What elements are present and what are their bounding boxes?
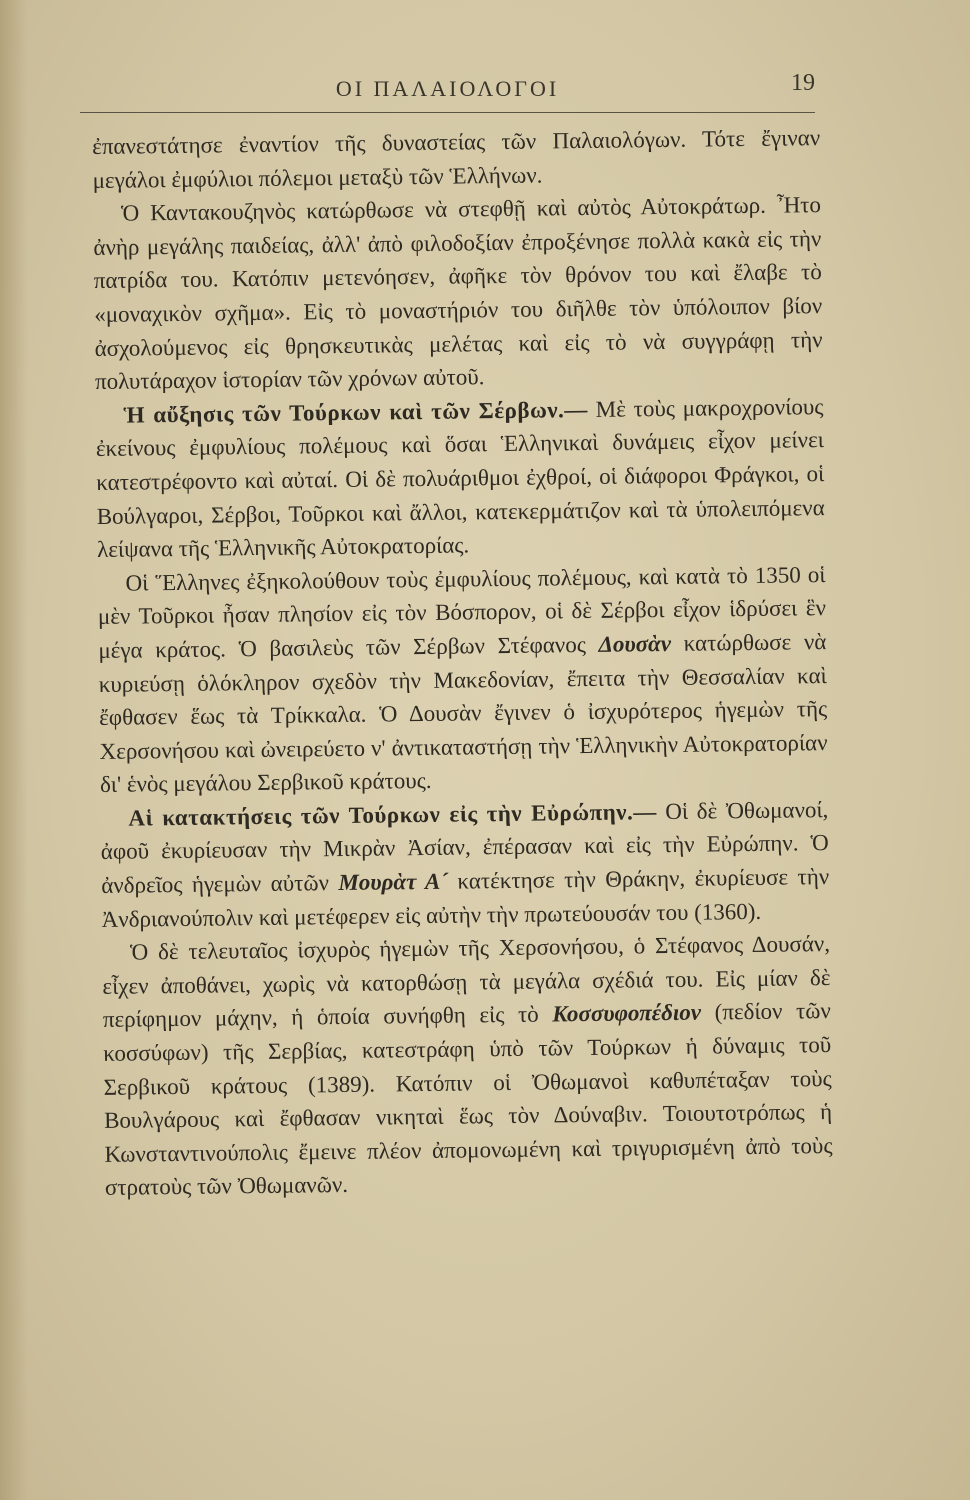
page-number: 19	[791, 70, 815, 96]
paragraph-1	[92, 121, 821, 197]
body-text	[92, 121, 833, 1205]
paragraph-text: Οἱ δὲ Ὀθωμανοί, ἀφοῦ ἐκυρίευσαν τὴν Μικρὰν Ἀσίαν, ἐπέρασαν καὶ εἰς τὴν Εὐρώπην. Ὁ ἀνδρεῖος ἡγεμὼν αὐτῶν	[100, 796, 829, 899]
paragraph-3	[95, 390, 825, 567]
section-heading-conquests: Αἱ κατακτήσεις τῶν Τούρκων εἰς τὴν Εὐρώπην.—	[128, 799, 657, 831]
section-heading-growth: Ἡ αὔξησις τῶν Τούρκων καὶ τῶν Σέρβων.—	[123, 396, 588, 428]
running-header	[80, 70, 815, 110]
running-title: ΟΙ ΠΑΛΑΙΟΛΟΓΟΙ	[335, 76, 560, 101]
paragraph-text: Οἱ Ἕλληνες ἐξηκολούθουν τοὺς ἐμφυλίους πολέμους, καὶ κατὰ τὸ 1350 οἱ μὲν Τοῦρκοι ἦσαν πλησίον εἰς τὸν Βόσπορον, οἱ δὲ Σέρβοι εἶχον ἱδρύσει ἓν μέγα κράτος. Ὁ βασιλεὺς τῶν Σέρβων Στέφανος	[97, 561, 827, 663]
paragraph-text: Ὁ δὲ τελευταῖος ἰσχυρὸς ἡγεμὼν τῆς Χερσονήσου, ὁ Στέφανος Δουσάν, εἶχεν ἀποθάνει, χωρὶς νὰ κατορθώσῃ τὰ μεγάλα σχέδιά του. Εἰς μίαν δὲ περίφημον μάχην, ἡ ὁποία συνήφθη εἰς τὸ	[102, 931, 831, 1033]
paragraph-5	[100, 793, 830, 936]
paragraph-6	[102, 927, 833, 1205]
paragraph-4	[97, 558, 828, 802]
header-rule	[80, 112, 815, 113]
paragraph-text: κατέκτησε τὴν Θράκην, ἐκυρίευσε τὴν Ἀνδριανούπολιν καὶ μετέφερεν εἰς αὐτὴν τὴν πρωτεύουσάν του (1360).	[101, 864, 830, 932]
paragraph-text: ἐπανεστάτησε ἐναντίον τῆς δυναστείας τῶν Παλαιολόγων. Τότε ἔγιναν μεγάλοι ἐμφύλιοι πόλεμοι μεταξὺ τῶν Ἑλλήνων.	[92, 125, 821, 193]
emphasized-name: Δουσὰν	[598, 630, 672, 657]
paragraph-text: κατώρθωσε νὰ κυριεύσῃ ὁλόκληρον σχεδὸν τὴν Μακεδονίαν, ἔπειτα τὴν Θεσσαλίαν καὶ ἔφθασεν ἕως τὰ Τρίκκαλα. Ὁ Δουσὰν ἔγινεν ὁ ἰσχυρότερος ἡγεμὼν τῆς Χερσονήσου καὶ ὠνειρεύετο ν' ἀντικαταστήσῃ τὴν Ἑλληνικὴν Αὐτοκρατορίαν δι' ἑνὸς μεγάλου Σερβικοῦ κράτους.	[98, 628, 828, 798]
paragraph-text: Ὁ Καντακουζηνὸς κατώρθωσε νὰ στεφθῇ καὶ αὐτὸς Αὐτοκράτωρ. Ἦτο ἀνὴρ μεγάλης παιδείας, ἀλλ' ἀπὸ φιλοδοξίαν ἐπροξένησε πολλὰ κακὰ εἰς τὴν πατρίδα του. Κατόπιν μετενόησεν, ἀφῆκε τὸν θρόνον του καὶ ἔλαβε τὸ «μοναχικὸν σχῆμα». Εἰς τὸ μοναστήριόν του διῆλθε τὸν ὑπόλοιπον βίον ἀσχολούμενος εἰς θρησκευτικὰς μελέτας καὶ εἰς τὸ νὰ συγγράφῃ τὴν πολυτάραχον ἱστορίαν τῶν χρόνων αὐτοῦ.	[93, 192, 823, 395]
emphasized-name: Κοσσυφοπέδιον	[552, 1000, 702, 1027]
paragraph-2	[93, 188, 823, 398]
paragraph-text: (πεδίον τῶν κοσσύφων) τῆς Σερβίας, κατεστράφη ὑπὸ τῶν Τούρκων ἡ δύναμις τοῦ Σερβικοῦ κράτους (1389). Κατόπιν οἱ Ὀθωμανοὶ καθυπέταξαν τοὺς Βουλγάρους καὶ ἔφθασαν νικηταὶ ἕως τὸν Δούναβιν. Τοιουτοτρόπως ἡ Κωνσταντινούπολις ἔμεινε πλέον ἀπομονωμένη καὶ τριγυρισμένη ἀπὸ τοὺς στρατοὺς τῶν Ὀθωμανῶν.	[103, 998, 833, 1201]
emphasized-name: Μουρὰτ Α´	[338, 868, 449, 896]
paragraph-text: Μὲ τοὺς μακροχρονίους ἐκείνους ἐμφυλίους πολέμους καὶ ὅσαι Ἑλληνικαὶ δυνάμεις εἶχον μείνει κατεστρέφοντο καὶ αὐταί. Οἱ δὲ πολυάριθμοι ἐχθροί, οἱ διάφοροι Φράγκοι, οἱ Βούλγαροι, Σέρβοι, Τοῦρκοι καὶ ἄλλοι, κατεκερμάτιζον καὶ τὰ ὑπολειπόμενα λείψανα τῆς Ἑλληνικῆς Αὐτοκρατορίας.	[95, 393, 825, 563]
